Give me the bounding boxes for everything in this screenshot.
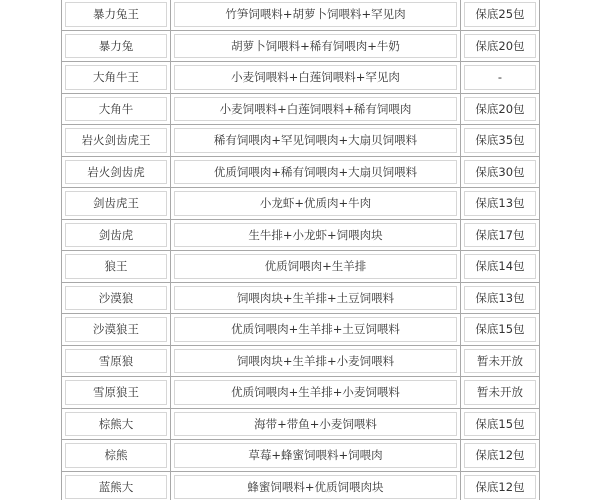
recipe-cell <box>171 188 461 220</box>
feed-recipe: 海带+带鱼+小麦饲喂料 <box>174 412 457 437</box>
animal-name: 剑齿虎王 <box>65 191 167 216</box>
cost-cell <box>461 283 540 315</box>
animal-name: 剑齿虎 <box>65 223 167 248</box>
animal-name: 蓝熊大 <box>65 475 167 500</box>
animal-cell <box>62 31 171 63</box>
animal-cell <box>62 251 171 283</box>
animal-cell <box>62 220 171 252</box>
animal-cell <box>62 472 171 500</box>
animal-name: 雪原狼 <box>65 349 167 374</box>
animal-name: 暴力兔王 <box>65 2 167 27</box>
cost-cell <box>461 440 540 472</box>
feed-recipe: 小麦饲喂料+白莲饲喂料+罕见肉 <box>174 65 457 90</box>
table-row <box>62 94 540 126</box>
cost-cell <box>461 409 540 441</box>
animal-cell <box>62 62 171 94</box>
guarantee-cost: 保底15包 <box>464 412 536 437</box>
animal-name: 大角牛 <box>65 97 167 122</box>
table-row <box>62 409 540 441</box>
cost-cell <box>461 0 540 31</box>
cost-cell <box>461 314 540 346</box>
table-row <box>62 472 540 500</box>
guarantee-cost: 保底20包 <box>464 97 536 122</box>
feed-recipe: 草莓+蜂蜜饲喂料+饲喂肉 <box>174 443 457 468</box>
guarantee-cost: 暂未开放 <box>464 380 536 405</box>
animal-cell <box>62 125 171 157</box>
guarantee-cost: 保底12包 <box>464 443 536 468</box>
animal-name: 沙漠狼王 <box>65 317 167 342</box>
guarantee-cost: 保底35包 <box>464 128 536 153</box>
cost-cell <box>461 157 540 189</box>
animal-cell <box>62 0 171 31</box>
cost-cell <box>461 220 540 252</box>
recipe-cell <box>171 314 461 346</box>
cost-cell <box>461 94 540 126</box>
feed-recipe: 小龙虾+优质肉+牛肉 <box>174 191 457 216</box>
feed-recipe: 竹笋饲喂料+胡萝卜饲喂料+罕见肉 <box>174 2 457 27</box>
recipe-cell <box>171 125 461 157</box>
cost-cell <box>461 251 540 283</box>
feed-recipe: 生牛排+小龙虾+饲喂肉块 <box>174 223 457 248</box>
recipe-cell <box>171 94 461 126</box>
feed-recipe: 优质饲喂肉+生羊排+土豆饲喂料 <box>174 317 457 342</box>
feed-recipe: 优质饲喂肉+生羊排 <box>174 254 457 279</box>
table-row <box>62 125 540 157</box>
recipe-cell <box>171 472 461 500</box>
recipe-cell <box>171 283 461 315</box>
recipe-cell <box>171 31 461 63</box>
cost-cell <box>461 346 540 378</box>
recipe-cell <box>171 409 461 441</box>
guarantee-cost: 保底13包 <box>464 191 536 216</box>
recipe-cell <box>171 440 461 472</box>
guarantee-cost: 保底30包 <box>464 160 536 185</box>
animal-cell <box>62 283 171 315</box>
table-row <box>62 377 540 409</box>
table-row <box>62 188 540 220</box>
animal-name: 狼王 <box>65 254 167 279</box>
feed-recipe: 稀有饲喂肉+罕见饲喂肉+大扇贝饲喂料 <box>174 128 457 153</box>
feed-recipe: 优质饲喂肉+稀有饲喂肉+大扇贝饲喂料 <box>174 160 457 185</box>
feed-recipe: 饲喂肉块+生羊排+土豆饲喂料 <box>174 286 457 311</box>
guarantee-cost: 保底15包 <box>464 317 536 342</box>
animal-cell <box>62 346 171 378</box>
guarantee-cost: 保底12包 <box>464 475 536 500</box>
guarantee-cost: 保底17包 <box>464 223 536 248</box>
animal-name: 棕熊 <box>65 443 167 468</box>
animal-name: 沙漠狼 <box>65 286 167 311</box>
animal-name: 雪原狼王 <box>65 380 167 405</box>
animal-name: 岩火剑齿虎王 <box>65 128 167 153</box>
table-row <box>62 314 540 346</box>
recipe-cell <box>171 62 461 94</box>
animal-cell <box>62 440 171 472</box>
feed-recipe: 蜂蜜饲喂料+优质饲喂肉块 <box>174 475 457 500</box>
recipe-cell <box>171 251 461 283</box>
cost-cell <box>461 188 540 220</box>
cost-cell <box>461 31 540 63</box>
cost-cell <box>461 472 540 500</box>
recipe-cell <box>171 157 461 189</box>
feed-recipe: 饲喂肉块+生羊排+小麦饲喂料 <box>174 349 457 374</box>
animal-name: 棕熊大 <box>65 412 167 437</box>
guarantee-cost: - <box>464 65 536 90</box>
animal-cell <box>62 377 171 409</box>
table-row <box>62 31 540 63</box>
table-row <box>62 440 540 472</box>
animal-cell <box>62 94 171 126</box>
animal-cell <box>62 188 171 220</box>
table-body <box>62 0 540 500</box>
table-row <box>62 220 540 252</box>
cost-cell <box>461 125 540 157</box>
feed-recipe: 优质饲喂肉+生羊排+小麦饲喂料 <box>174 380 457 405</box>
table-row <box>62 0 540 31</box>
animal-cell <box>62 157 171 189</box>
feed-recipe: 小麦饲喂料+白莲饲喂料+稀有饲喂肉 <box>174 97 457 122</box>
recipe-cell <box>171 220 461 252</box>
guarantee-cost: 保底20包 <box>464 34 536 59</box>
table-row <box>62 251 540 283</box>
guarantee-cost: 暂未开放 <box>464 349 536 374</box>
recipe-cell <box>171 0 461 31</box>
cost-cell <box>461 377 540 409</box>
table-row <box>62 62 540 94</box>
guarantee-cost: 保底14包 <box>464 254 536 279</box>
guarantee-cost: 保底25包 <box>464 2 536 27</box>
table-row <box>62 157 540 189</box>
recipe-cell <box>171 346 461 378</box>
recipe-cell <box>171 377 461 409</box>
animal-name: 大角牛王 <box>65 65 167 90</box>
animal-cell <box>62 314 171 346</box>
feed-recipe: 胡萝卜饲喂料+稀有饲喂肉+牛奶 <box>174 34 457 59</box>
guarantee-cost: 保底13包 <box>464 286 536 311</box>
table-row <box>62 283 540 315</box>
animal-name: 暴力兔 <box>65 34 167 59</box>
animal-name: 岩火剑齿虎 <box>65 160 167 185</box>
feed-recipe-table <box>61 0 540 500</box>
animal-cell <box>62 409 171 441</box>
cost-cell <box>461 62 540 94</box>
table-row <box>62 346 540 378</box>
